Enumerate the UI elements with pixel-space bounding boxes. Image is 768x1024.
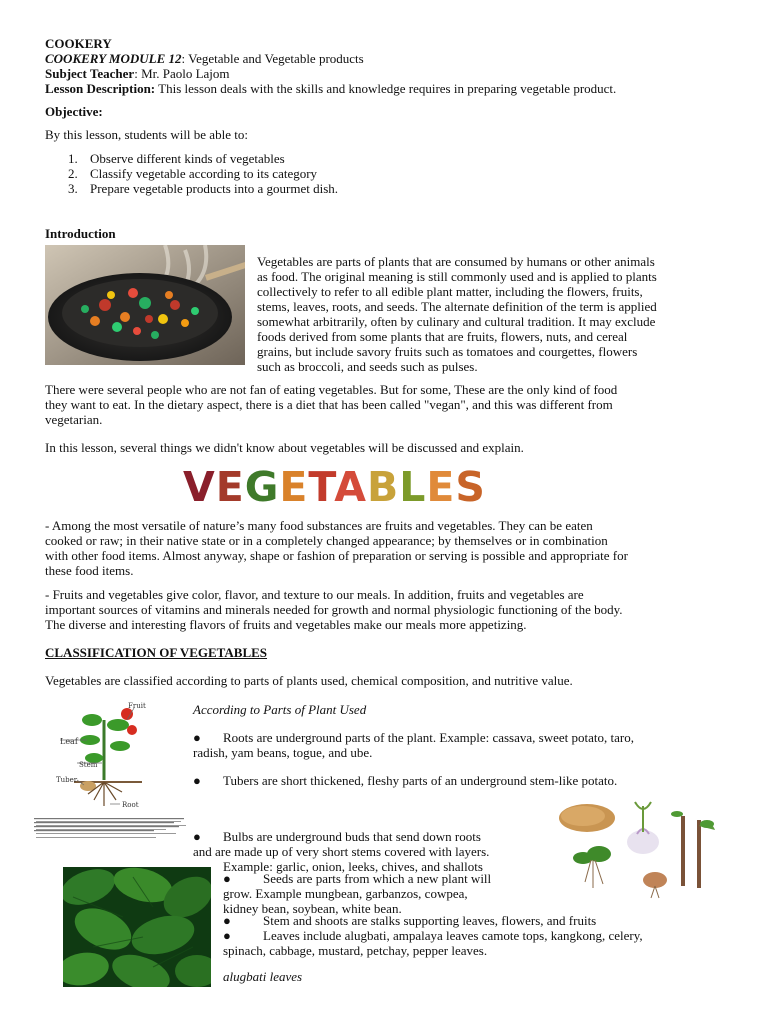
classification-heading: CLASSIFICATION OF VEGETABLES (45, 645, 268, 660)
list-number: 3. (68, 181, 78, 196)
banner-letter: G (244, 463, 280, 511)
alugbati-leaves-image (63, 867, 211, 987)
text-line: The diverse and interesting flavors of fruits and vegetables make our meals more appetizing. (45, 617, 527, 632)
text-line: grains, but include savory fruits such as tomatoes and courgettes, flowers (257, 344, 638, 359)
vegan-paragraph (45, 382, 725, 427)
introduction-heading: Introduction (45, 226, 116, 241)
text-line: important sources of vitamins and minerals needed for growth and normal physiologic functioning of the body. (45, 602, 623, 617)
fruits-paragraph (45, 587, 725, 632)
bullet-dot: ● (193, 829, 201, 844)
text-line: somewhat arbitrarily, often by culinary and cultural tradition. It may exclude (257, 314, 656, 329)
text-line: There were several people who are not fan of eating vegetables. But for some, These are the only kind of food (45, 382, 618, 397)
list-number: 1. (68, 151, 78, 166)
module-line (45, 51, 364, 66)
module-title: : Vegetable and Vegetable products (181, 51, 364, 66)
text-line: Tubers are short thickened, fleshy parts of an underground stem-like potato. (223, 773, 618, 788)
leaves-bullet (223, 928, 723, 958)
text-line: Leaves include alugbati, ampalaya leaves camote tops, kangkong, celery, (263, 928, 643, 943)
text-line: Stem and shoots are stalks supporting leaves, flowers, and fruits (263, 913, 597, 928)
text-line: vegetarian. (45, 412, 103, 427)
list-text: Classify vegetable according to its category (90, 166, 318, 181)
label-fruit: Fruit (128, 702, 146, 710)
text-line: with other food items. Almost anyway, shape or fashion of preparation or serving is possible and appropriate for (45, 548, 628, 563)
text-line: - Fruits and vegetables give color, flavor, and texture to our meals. In addition, fruits and vegetables are (45, 587, 584, 602)
plant-parts-diagram (32, 700, 187, 835)
alugbati-caption: alugbati leaves (223, 969, 303, 984)
banner-letter: T (308, 463, 335, 511)
bullet-dot: ● (223, 928, 231, 943)
text-line: Seeds are parts from which a new plant will (263, 871, 492, 886)
banner-letter: B (366, 463, 400, 511)
bullet-dot: ● (223, 913, 231, 928)
text-line: kidney bean, soybean, white bean. (223, 901, 402, 916)
bulbs-roots-illustration (555, 796, 720, 900)
text-line: spinach, cabbage, mustard, petchay, pepper leaves. (223, 943, 488, 958)
text-line: radish, yam beans, togue, and ube. (193, 745, 373, 760)
roots-bullet (193, 730, 733, 760)
introduction-text (257, 254, 727, 374)
label-tuber: Tuber (56, 776, 78, 784)
seeds-bullet (223, 871, 553, 916)
label-stem: Stem (79, 761, 98, 769)
banner-letter: E (279, 463, 309, 511)
teacher-line (45, 66, 230, 81)
teacher-label: Subject Teacher (45, 66, 135, 81)
bullet-dot: ● (223, 871, 231, 886)
text-line: such as broccoli, and seeds such as pulses. (257, 359, 478, 374)
objective-item (68, 166, 317, 181)
objective-item (68, 181, 338, 196)
text-line: Vegetables are parts of plants that are consumed by humans or other animals (257, 254, 655, 269)
bulbs-bullet (193, 829, 553, 874)
text-line: as food. The original meaning is still commonly used and is applied to plants (257, 269, 657, 284)
lesson-description-text: This lesson deals with the skills and knowledge requires in preparing vegetable product. (155, 81, 617, 96)
text-line: grow. Example mungbean, garbanzos, cowpea, (223, 886, 468, 901)
text-line: Example: garlic, onion, leeks, chives, and shallots (223, 859, 483, 874)
module-label: COOKERY MODULE 12 (45, 51, 182, 66)
vegetables-banner (183, 463, 587, 511)
banner-letter: L (399, 463, 427, 511)
text-line: cooked or raw; in their native state or in a completely changed appearance; by themselves or in combination (45, 533, 608, 548)
classification-intro: Vegetables are classified according to parts of plants used, chemical composition, and nutritive value. (45, 673, 573, 688)
banner-letter: E (215, 463, 245, 511)
objective-intro: By this lesson, students will be able to: (45, 127, 248, 142)
banner-letter: A (334, 463, 367, 511)
text-line: they want to eat. In the dietary aspect, there is a diet that has been called "vegan", and this was different from (45, 397, 613, 412)
lesson-description-label: Lesson Description: (45, 81, 156, 96)
objective-heading: Objective: (45, 104, 103, 119)
tubers-bullet (193, 773, 617, 788)
list-text: Prepare vegetable products into a gourmet dish. (90, 181, 339, 196)
list-number: 2. (68, 166, 78, 181)
lesson-description (45, 81, 616, 96)
versatile-paragraph (45, 518, 725, 578)
text-line: these food items. (45, 563, 134, 578)
diagram-notes (36, 818, 186, 858)
text-line: Roots are underground parts of the plant. Example: cassava, sweet potato, taro, (223, 730, 634, 745)
stem-bullet (223, 913, 596, 928)
bullet-dot: ● (193, 730, 201, 745)
text-line: Bulbs are underground buds that send down roots (223, 829, 481, 844)
text-line: collectively to refer to all edible plant matter, including the flowers, fruits, (257, 284, 643, 299)
text-line: stems, leaves, roots, and seeds. The alternate definition of the term is applied (257, 299, 657, 314)
text-line: - Among the most versatile of nature’s many food substances are fruits and vegetables. They can be eaten (45, 518, 593, 533)
banner-letter: V (183, 463, 216, 511)
text-line: and are made up of very short stems covered with layers. (193, 844, 490, 859)
text-line: foods derived from some plants that are fruits, flowers, nuts, and cereal (257, 329, 628, 344)
banner-letter: S (455, 463, 486, 511)
lesson-scope-paragraph: In this lesson, several things we didn't know about vegetables will be discussed and explain. (45, 440, 524, 455)
teacher-name: : Mr. Paolo Lajom (134, 66, 230, 81)
parts-of-plant-subheading: According to Parts of Plant Used (193, 702, 367, 717)
banner-letter: E (426, 463, 456, 511)
label-leaf: Leaf (60, 737, 78, 746)
label-root: Root (122, 801, 139, 809)
bullet-dot: ● (193, 773, 201, 788)
list-text: Observe different kinds of vegetables (90, 151, 285, 166)
document-subject: COOKERY (45, 36, 112, 51)
stir-fry-pan-image (45, 245, 245, 365)
objective-item (68, 151, 285, 166)
